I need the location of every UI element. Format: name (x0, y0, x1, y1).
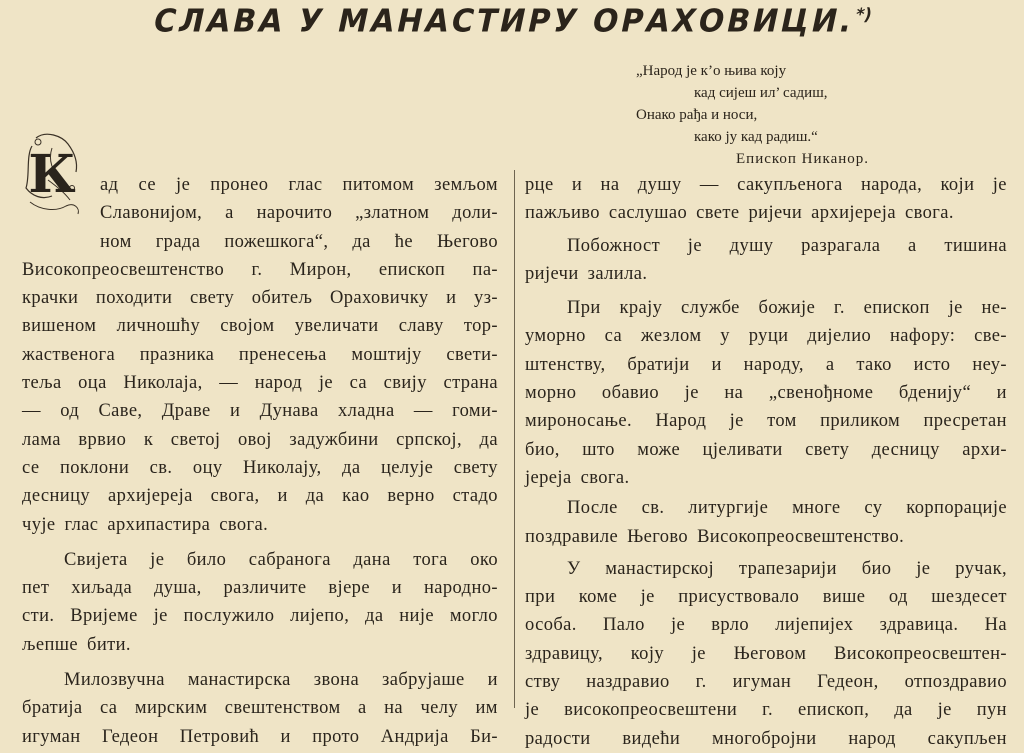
epigraph (636, 60, 869, 170)
text-line: лама врвио к светој овој задужбини српској, да (22, 429, 498, 450)
text-line: ријечи залила. (525, 263, 648, 284)
epigraph-line: Онако рађа и носи, (636, 107, 758, 123)
text-line: После св. литургије многе су корпорације (567, 498, 1007, 519)
text-line: игуман Гедеон Петровић и прото Андрија Би- (22, 726, 498, 747)
text-line: братија са мирским свештенством а на челу им (22, 698, 498, 719)
text-line: жаственога празника пренесења моштију свети- (22, 344, 498, 365)
right-column (525, 171, 1007, 753)
title-footnote-mark: *) (853, 4, 874, 25)
text-line: пет хиљада душа, различите вјере и народно- (22, 578, 498, 599)
text-line: љепше бити. (22, 634, 131, 655)
text-line: при коме је присуствовало више од шездесет (525, 587, 1007, 608)
text-line: радости видећи многобројни народ сакупљен (525, 728, 1007, 749)
text-line: Славонијом, а нарочито „златном доли- (100, 203, 498, 224)
text-line: рце и на душу — сакупљенога народа, који је (525, 175, 1007, 195)
text-line: морно обавио је на „свенођноме бденију“ и (525, 383, 1007, 404)
text-line: Високопреосвештенство г. Мирон, епископ па- (22, 259, 498, 280)
text-line: ном града пожешкога“, да ће Његово (100, 231, 498, 252)
text-line: пажљиво саслушао свете ријечи архијереја свога. (525, 203, 954, 224)
text-line: Милозвучна манастирска звона забрујаше и (64, 670, 498, 691)
text-line: штенству, братији и народу, а тако исто неу- (525, 354, 1007, 375)
epigraph-line: кад сијеш ил’ садиш, (694, 85, 828, 101)
text-line: Свијета је било сабранога дана тога око (64, 549, 498, 570)
text-line: је високопреосвештени г. епископ, да је пун (525, 700, 1007, 721)
text-line: особа. Пало је врло лијепијех здравица. На (525, 615, 1007, 636)
text-line: се поклони св. оцу Николају, да целује свету (22, 457, 498, 478)
text-line: јереја свога. (525, 467, 630, 488)
text-line: десницу архијереја свога, и да као верно стадо (22, 486, 498, 507)
text-line: био, што може цјеливати свету десницу архи- (525, 439, 1007, 460)
epigraph-author: Епископ Никанор. (736, 151, 870, 167)
text-line: поздравиле Његово Високопреосвештенство. (525, 526, 905, 547)
column-divider (514, 170, 515, 708)
article-title (0, 3, 1024, 40)
dropcap-letter: К (28, 144, 76, 205)
text-line: уморно са жезлом у руци дијелио нафору: све- (525, 326, 1007, 347)
text-line: чује глас архипастира свога. (22, 514, 269, 535)
paragraph-1-dropcap-lines (22, 171, 498, 256)
text-line: Побожност је душу разрагала а тишина (567, 235, 1007, 256)
left-column (22, 171, 498, 751)
title-text: СЛАВА У МАНАСТИРУ ОРАХОВИЦИ. (150, 3, 859, 40)
text-line: У манастирској трапезарији био је ручак, (567, 558, 1007, 579)
epigraph-line: „Народ је к’о њива коју (636, 63, 787, 79)
epigraph-line: како ју кад радиш.“ (694, 129, 818, 145)
text-line: ад се је пронео глас питомом земљом (100, 175, 498, 195)
text-line: сти. Вријеме је послужило лијепо, да није могло (22, 606, 498, 627)
text-line: теља оца Николаја, — народ је са свију страна (22, 373, 498, 394)
text-line: ству наздравио г. игуман Гедеон, отпоздравио (525, 672, 1007, 693)
text-line: мироносање. Народ је том приликом пресретан (525, 411, 1007, 432)
text-line: — од Саве, Драве и Дунава хладна — гоми- (22, 401, 498, 422)
text-line: вишеном личношћу својом увеличати славу тор- (22, 316, 498, 337)
text-line: крачки походити свету обитељ Ораховичку и уз- (22, 288, 498, 309)
text-line: При крају службе божије г. епископ је не- (567, 298, 1007, 319)
text-line: здравицу, коју је Његовом Високопреосвештен- (525, 643, 1007, 664)
